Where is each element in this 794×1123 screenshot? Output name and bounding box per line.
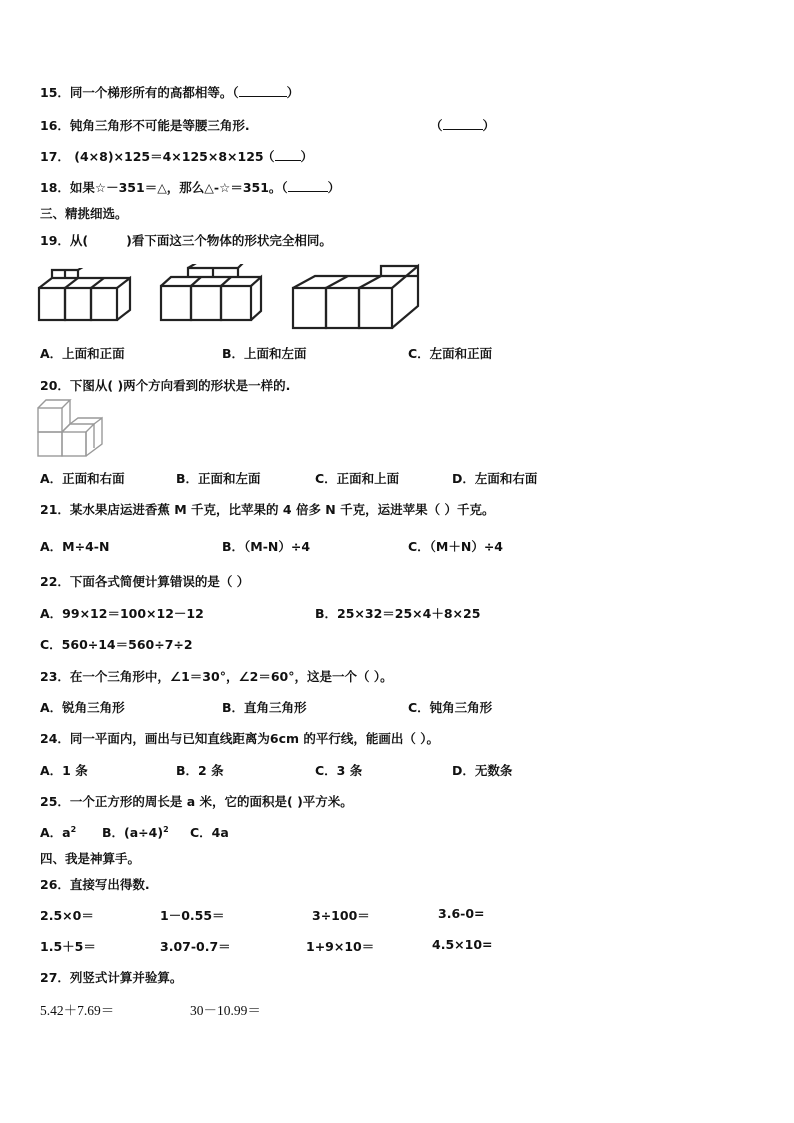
q24-option-b[interactable]: B．2 条 [176,763,224,778]
q23-option-b[interactable]: B．直角三角形 [222,700,307,715]
q26-item: 3.07-0.7＝ [160,939,231,954]
q20-option-c[interactable]: C．正面和上面 [315,471,400,486]
question-24: 24．同一平面内，画出与已知直线距离为6cm 的平行线，能画出（ ）。 [40,731,439,746]
q25-option-a[interactable] [40,823,76,841]
q16-answer [430,116,495,134]
question-21: 21．某水果店运进香蕉 M 千克，比苹果的 4 倍多 N 千克，运进苹果（ ）千克。 [40,502,495,517]
q25-option-a-exponent: 2 [70,824,77,834]
q15-text: 15．同一个梯形所有的高都相等。（ [40,85,239,100]
q19-option-c[interactable]: C．左面和正面 [408,346,493,361]
q26-item: 3.6-0= [438,906,485,921]
q25-option-b[interactable] [102,823,169,841]
question-25: 25．一个正方形的周长是 a 米，它的面积是( )平方米。 [40,794,353,809]
q24-option-a[interactable]: A．1 条 [40,763,88,778]
q20-option-a[interactable]: A．正面和右面 [40,471,125,486]
q25-option-a-text: A．a [40,825,71,840]
q15-close: ） [286,85,300,100]
q19-stem-a: 19．从( [40,233,89,248]
q26-item: 1+9×10＝ [306,939,375,954]
question-18 [40,178,340,196]
q26-item: 1.5＋5＝ [40,939,96,954]
q21-option-b[interactable]: B．（M-N）÷4 [222,539,311,554]
q18-close: ） [327,180,341,195]
q19-stem-b: )看下面这三个物体的形状完全相同。 [126,233,332,248]
question-22: 22．下面各式简便计算错误的是（ ） [40,574,250,589]
q22-option-a[interactable]: A．99×12＝100×12－12 [40,606,204,621]
q23-option-c[interactable]: C．钝角三角形 [408,700,493,715]
q25-option-b-text: B．(a÷4) [102,825,164,840]
question-16 [40,116,250,134]
q24-option-c[interactable]: C．3 条 [315,763,363,778]
q19-option-b[interactable]: B．上面和左面 [222,346,307,361]
q26-item: 4.5×10= [432,937,493,952]
q17-answer-blank[interactable] [275,148,301,161]
q24-option-d[interactable]: D．无数条 [452,763,513,778]
q18-answer-blank[interactable] [288,179,328,192]
q26-item: 3÷100＝ [312,908,370,923]
q15-answer-blank[interactable] [239,84,287,97]
q16-text: 16．钝角三角形不可能是等腰三角形. [40,118,250,133]
question-15 [40,83,299,101]
q20-option-b[interactable]: B．正面和左面 [176,471,261,486]
q20-option-d[interactable]: D．左面和右面 [452,471,538,486]
q17-text: 17． (4×8)×125＝4×125×8×125 [40,149,264,164]
q23-option-a[interactable]: A．锐角三角形 [40,700,125,715]
q19-figure-3 [290,262,424,332]
q25-option-c[interactable]: C．4a [190,825,229,840]
q22-option-b[interactable]: B．25×32＝25×4＋8×25 [315,606,481,621]
question-23: 23．在一个三角形中，∠1＝30°，∠2＝60°，这是一个（ ）。 [40,669,393,684]
q17-answer [262,147,313,165]
q20-figure [36,398,108,460]
section-3-heading: 三、精挑细选。 [40,206,128,221]
section-4-heading: 四、我是神算手。 [40,851,141,866]
q27-item-2: 30－10.99＝ [190,1003,261,1018]
q26-item: 2.5×0＝ [40,908,94,923]
question-27: 27．列竖式计算并验算。 [40,970,183,985]
q16-close: ） [482,118,496,133]
q18-text: 18．如果☆－351＝△，那么△-☆＝351。（ [40,180,288,195]
question-20: 20．下图从( )两个方向看到的形状是一样的. [40,378,291,393]
q27-item-1: 5.42＋7.69＝ [40,1003,115,1018]
question-26: 26．直接写出得数. [40,877,150,892]
q16-open: （ [430,118,443,133]
q16-answer-blank[interactable] [443,117,483,130]
question-17 [40,147,264,165]
q17-close: ） [300,149,314,164]
q17-open: （ [262,149,275,164]
q25-option-b-exponent: 2 [163,824,169,834]
q19-figure-2 [158,264,264,324]
q19-figure-1 [36,268,136,324]
q21-option-a[interactable]: A．M÷4-N [40,539,110,554]
q22-option-c[interactable]: C．560÷14＝560÷7÷2 [40,637,193,652]
q21-option-c[interactable]: C．（M＋N）÷4 [408,539,503,554]
q26-item: 1－0.55＝ [160,908,225,923]
question-19 [40,231,332,249]
q19-option-a[interactable]: A．上面和正面 [40,346,125,361]
